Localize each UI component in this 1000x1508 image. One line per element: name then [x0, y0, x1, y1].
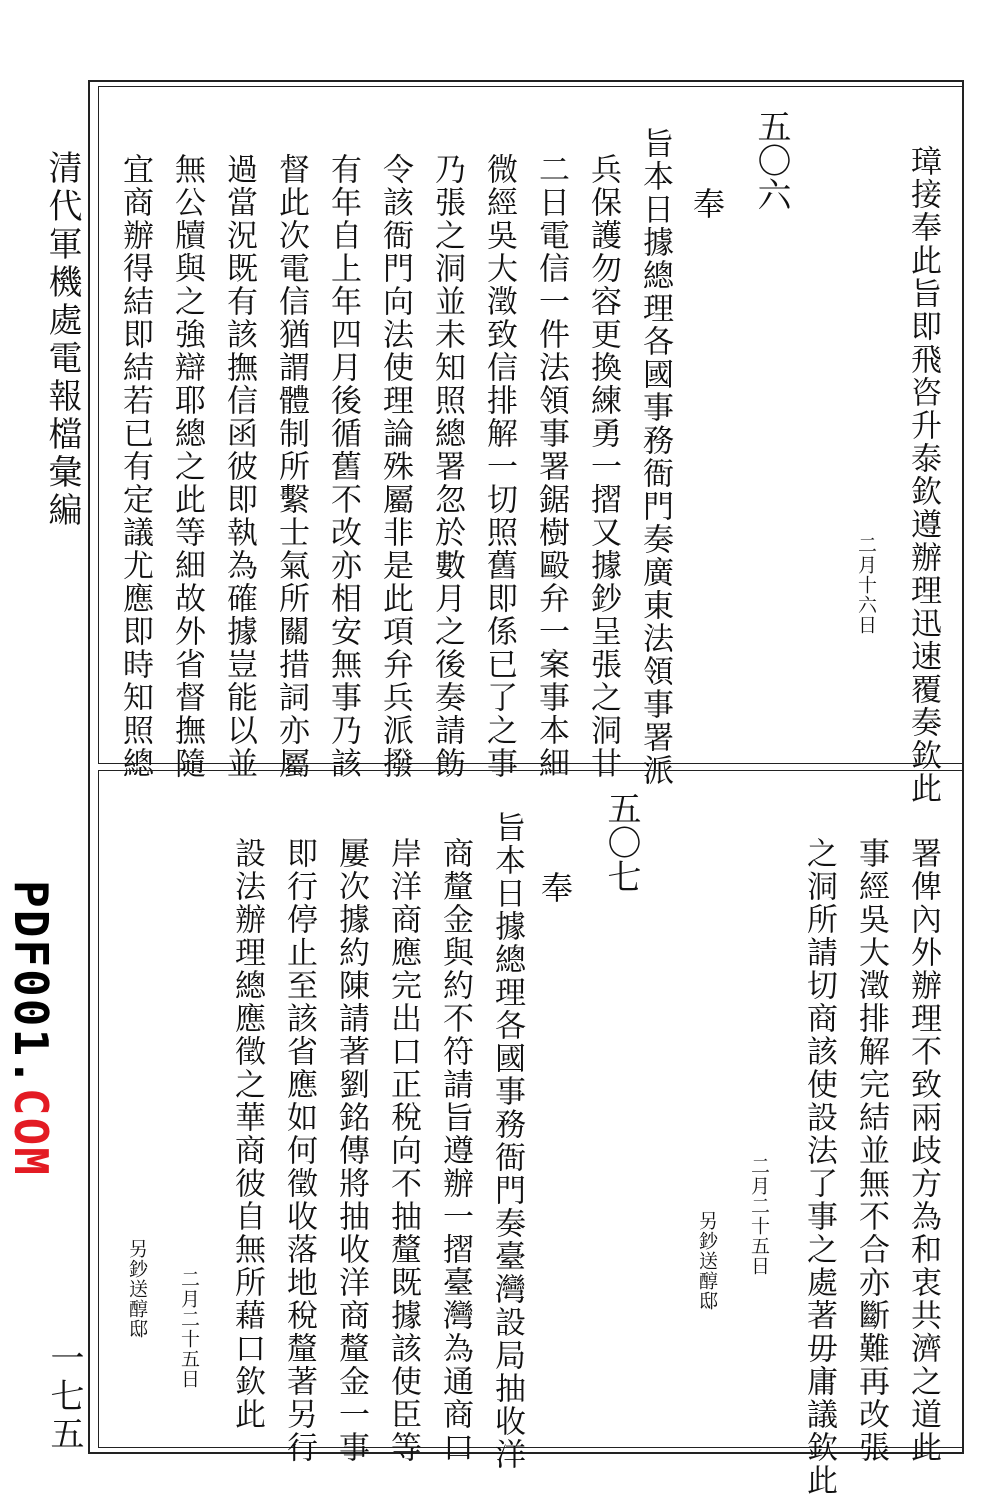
body-line: 旨本日據總理各國事務衙門奏臺灣設局抽收洋: [489, 811, 525, 1471]
body-line: 兵保護勿容更換練勇一摺又據鈔呈張之洞廿: [585, 153, 621, 780]
body-line: 過當況既有該撫信函彼即執為確據豈能以並: [221, 153, 257, 780]
body-line: 設法辦理總應徵之華商彼自無所藉口欽此: [229, 837, 265, 1431]
body-line: 督此次電信猶謂體制所繫士氣所關措詞亦屬: [273, 153, 309, 780]
top-panel: [98, 86, 964, 805]
date: 二月二十五日: [178, 1269, 200, 1389]
body-line: 無公牘與之強辯耶總之此等細故外省督撫隨: [169, 153, 205, 780]
book-title: 清代軍機處電報檔彙編: [42, 150, 82, 530]
feng-marker: 奉: [688, 187, 726, 221]
body-line: 微經吳大澂致信排解一切照舊即係已了之事: [481, 153, 517, 780]
watermark-suffix: COM: [4, 1087, 58, 1177]
continuation-note: 另鈔送醇邸: [696, 1211, 718, 1311]
feng-marker: 奉: [536, 871, 574, 905]
watermark-logo: [4, 880, 58, 1177]
continuation-line: 署俾內外辦理不致兩歧方為和衷共濟之道此: [905, 837, 941, 1464]
continuation-date: 二月二十五日: [748, 1156, 770, 1276]
page-number: 一七五: [44, 1340, 84, 1454]
body-line: 屢次據約陳請著劉銘傳將抽收洋商釐金一事: [333, 837, 369, 1464]
document-number: 五〇七: [601, 791, 641, 893]
continuation-date: 二月十六日: [855, 535, 877, 635]
body-line: 乃張之洞並未知照總署忽於數月之後奏請飭: [429, 153, 465, 780]
continuation-line: 璋接奉此旨即飛咨升泰欽遵辦理迅速覆奏欽此: [905, 145, 941, 805]
body-line: 有年自上年四月後循舊不改亦相安無事乃該: [325, 153, 361, 780]
body-line: 商釐金與約不符請旨遵辦一摺臺灣為通商口: [437, 837, 473, 1464]
body-line: 即行停止至該省應如何徵收落地稅釐著另行: [281, 837, 317, 1464]
note: 另鈔送醇邸: [126, 1239, 148, 1339]
body-line: 岸洋商應完出口正稅向不抽釐既據該使臣等: [385, 837, 421, 1464]
body-line: 二日電信一件法領事署鋸樹毆弁一案事本細: [533, 153, 569, 780]
continuation-line: 事經吳大澂排解完結並無不合亦斷難再改張: [853, 837, 889, 1464]
document-number: 五〇六: [751, 109, 791, 211]
body-line: 令該衙門向法使理論殊屬非是此項弁兵派撥: [377, 153, 413, 780]
body-line: 宜商辦得結即結若已有定議尤應即時知照總: [117, 153, 153, 780]
continuation-line: 之洞所請切商該使設法了事之處著毋庸議欽此: [801, 837, 837, 1497]
body-line: 旨本日據總理各國事務衙門奏廣東法領事署派: [637, 127, 673, 787]
watermark-prefix: PDF001.: [4, 880, 58, 1088]
bottom-panel: [98, 770, 964, 1497]
